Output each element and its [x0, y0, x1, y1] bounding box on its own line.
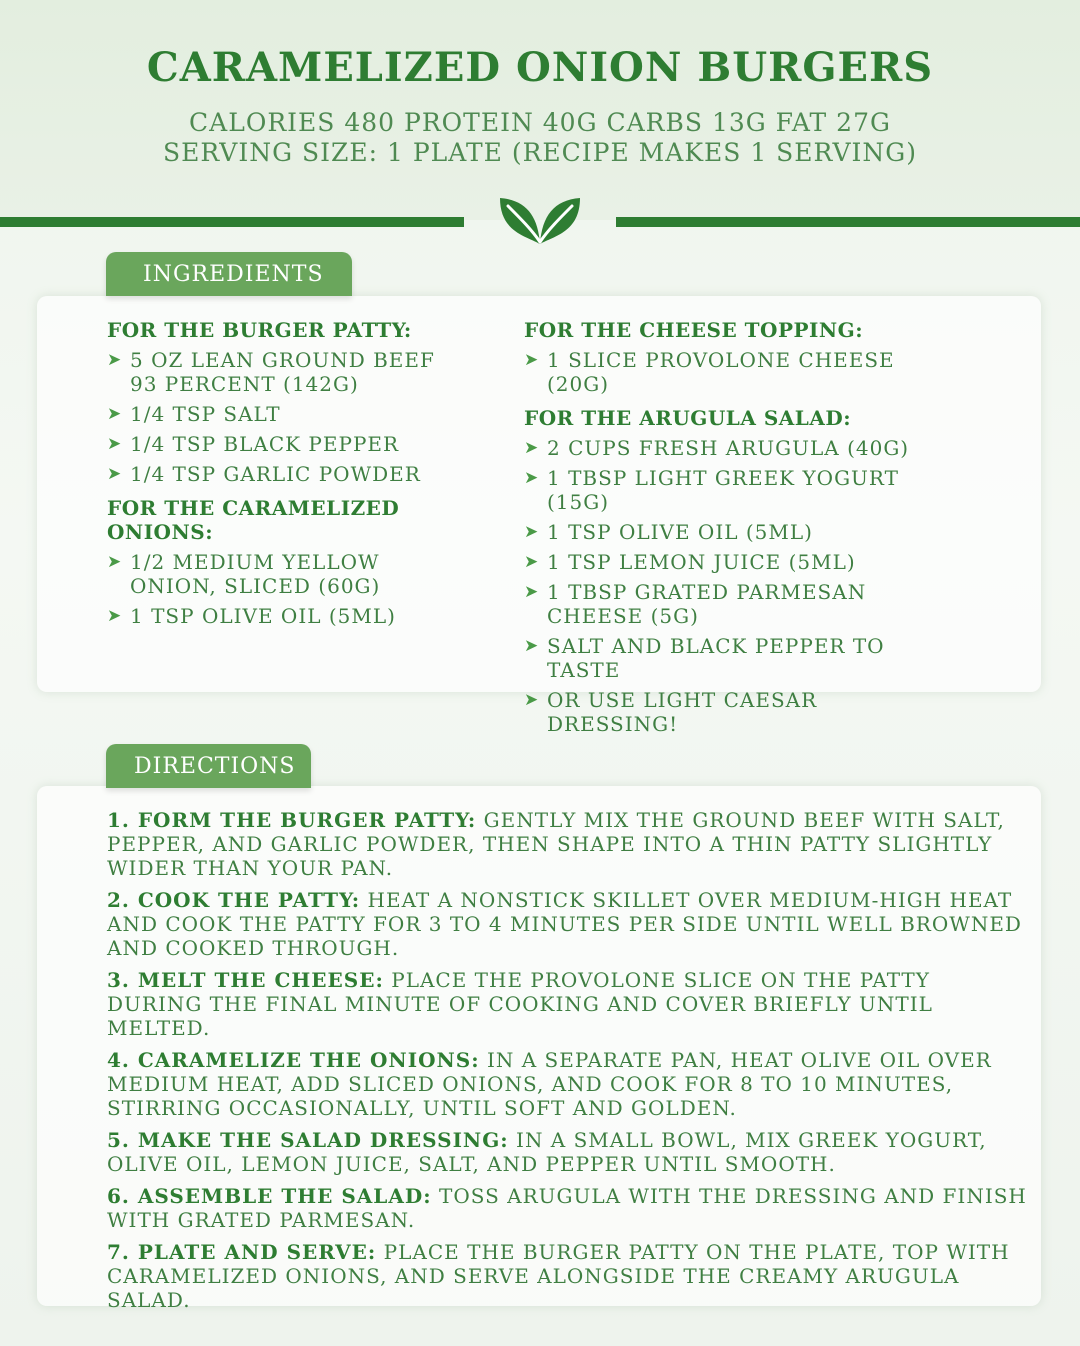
ingredients-left-column [107, 318, 467, 638]
ingredient-text: 1 TSP OLIVE OIL (5ML) [130, 604, 396, 628]
ingredient-group-heading: FOR THE CHEESE TOPPING: [524, 318, 864, 342]
step-title: 1. FORM THE BURGER PATTY: [107, 808, 477, 832]
ingredient-item [107, 402, 467, 426]
ingredient-item [107, 604, 467, 628]
step-title: 4. CARAMELIZE THE ONIONS: [107, 1048, 480, 1072]
chevron-right-icon: ➤ [524, 690, 540, 710]
page-title: CARAMELIZED ONION BURGERS [146, 44, 934, 91]
ingredient-item [524, 688, 944, 736]
ingredient-list [107, 348, 467, 486]
direction-step [107, 1048, 1027, 1120]
ingredient-item [524, 550, 944, 574]
step-text: HEAT A NONSTICK SKILLET OVER MEDIUM-HIGH HEAT AND COOK THE PATTY FOR 3 TO 4 MINUTES PER SIDE UNTIL WELL BROWNED AND COOKED THROUGH. [107, 888, 1022, 960]
ingredients-tab: INGREDIENTS [106, 252, 352, 296]
ingredient-text: 1/4 TSP SALT [130, 402, 281, 426]
step-title: 5. MAKE THE SALAD DRESSING: [107, 1128, 509, 1152]
direction-step [107, 1128, 1027, 1176]
ingredients-card [37, 296, 1041, 736]
chevron-right-icon: ➤ [524, 468, 540, 488]
ingredient-text: 1 TBSP LIGHT GREEK YOGURT (15G) [547, 466, 899, 514]
ingredient-item [524, 436, 944, 460]
ingredient-text: 5 OZ LEAN GROUND BEEF 93 PERCENT (142G) [130, 348, 435, 396]
leaf-icon [496, 192, 584, 248]
ingredients-right-column [524, 318, 944, 746]
step-text: IN A SEPARATE PAN, HEAT OLIVE OIL OVER MEDIUM HEAT, ADD SLICED ONIONS, AND COOK FOR 8 TO 10 MINUTES, STIRRING OCCASIONALLY, UNTIL SOFT AND GOLDEN. [107, 1048, 992, 1120]
chevron-right-icon: ➤ [107, 350, 123, 370]
nutrition-summary [0, 108, 1080, 168]
ingredient-item [524, 348, 944, 396]
step-text: PLACE THE PROVOLONE SLICE ON THE PATTY DURING THE FINAL MINUTE OF COOKING AND COVER BRIEFLY UNTIL MELTED. [107, 968, 933, 1040]
chevron-right-icon: ➤ [107, 606, 123, 626]
step-text: GENTLY MIX THE GROUND BEEF WITH SALT, PEPPER, AND GARLIC POWDER, THEN SHAPE INTO A THIN PATTY SLIGHTLY WIDER THAN YOUR PAN. [107, 808, 1005, 880]
ingredient-text: 1 TSP LEMON JUICE (5ML) [547, 550, 856, 574]
ingredient-text: 1/2 MEDIUM YELLOW ONION, SLICED (60G) [130, 550, 381, 598]
ingredient-item [107, 462, 467, 486]
chevron-right-icon: ➤ [524, 636, 540, 656]
ingredient-group-heading: FOR THE BURGER PATTY: [107, 318, 412, 342]
direction-step [107, 888, 1027, 960]
ingredient-group-heading: FOR THE CARAMELIZED ONIONS: [107, 496, 400, 544]
directions-card [37, 786, 1041, 1312]
serving-line: SERVING SIZE: 1 PLATE (RECIPE MAKES 1 SERVING) [162, 138, 918, 167]
chevron-right-icon: ➤ [524, 438, 540, 458]
directions-tab: DIRECTIONS [106, 744, 311, 788]
divider-right [616, 217, 1080, 227]
ingredient-text: 2 CUPS FRESH ARUGULA (40G) [547, 436, 910, 460]
ingredient-list [524, 348, 944, 396]
step-text: IN A SMALL BOWL, MIX GREEK YOGURT, OLIVE OIL, LEMON JUICE, SALT, AND PEPPER UNTIL SMOOTH. [107, 1128, 987, 1176]
direction-step [107, 1240, 1027, 1312]
ingredient-text: 1 TBSP GRATED PARMESAN CHEESE (5G) [547, 580, 867, 628]
chevron-right-icon: ➤ [107, 552, 123, 572]
directions-list [107, 808, 1027, 1320]
ingredient-text: 1 TSP OLIVE OIL (5ML) [547, 520, 813, 544]
ingredient-item [524, 466, 944, 514]
ingredient-item [107, 432, 467, 456]
chevron-right-icon: ➤ [524, 522, 540, 542]
chevron-right-icon: ➤ [524, 552, 540, 572]
ingredient-text: OR USE LIGHT CAESAR DRESSING! [547, 688, 818, 736]
ingredient-text: 1/4 TSP BLACK PEPPER [130, 432, 400, 456]
ingredient-list [107, 550, 467, 628]
ingredient-item [524, 520, 944, 544]
chevron-right-icon: ➤ [107, 404, 123, 424]
direction-step [107, 808, 1027, 880]
ingredient-text: 1 SLICE PROVOLONE CHEESE (20G) [547, 348, 895, 396]
divider-left [0, 217, 464, 227]
ingredient-text: SALT AND BLACK PEPPER TO TASTE [547, 634, 885, 682]
ingredient-text: 1/4 TSP GARLIC POWDER [130, 462, 421, 486]
ingredient-item [107, 348, 467, 396]
chevron-right-icon: ➤ [524, 582, 540, 602]
step-text: PLACE THE BURGER PATTY ON THE PLATE, TOP WITH CARAMELIZED ONIONS, AND SERVE ALONGSIDE THE CREAMY ARUGULA SALAD. [107, 1240, 1010, 1312]
ingredient-item [524, 580, 944, 628]
direction-step [107, 968, 1027, 1040]
chevron-right-icon: ➤ [107, 434, 123, 454]
ingredient-group-heading: FOR THE ARUGULA SALAD: [524, 406, 852, 430]
ingredient-list [524, 436, 944, 736]
step-title: 2. COOK THE PATTY: [107, 888, 361, 912]
step-text: TOSS ARUGULA WITH THE DRESSING AND FINISH WITH GRATED PARMESAN. [107, 1184, 1027, 1232]
step-title: 6. ASSEMBLE THE SALAD: [107, 1184, 432, 1208]
ingredient-item [524, 634, 944, 682]
macros-line: CALORIES 480 PROTEIN 40G CARBS 13G FAT 27G [189, 108, 891, 137]
step-title: 3. MELT THE CHEESE: [107, 968, 384, 992]
chevron-right-icon: ➤ [107, 464, 123, 484]
direction-step [107, 1184, 1027, 1232]
step-title: 7. PLATE AND SERVE: [107, 1240, 377, 1264]
ingredient-item [107, 550, 467, 598]
chevron-right-icon: ➤ [524, 350, 540, 370]
